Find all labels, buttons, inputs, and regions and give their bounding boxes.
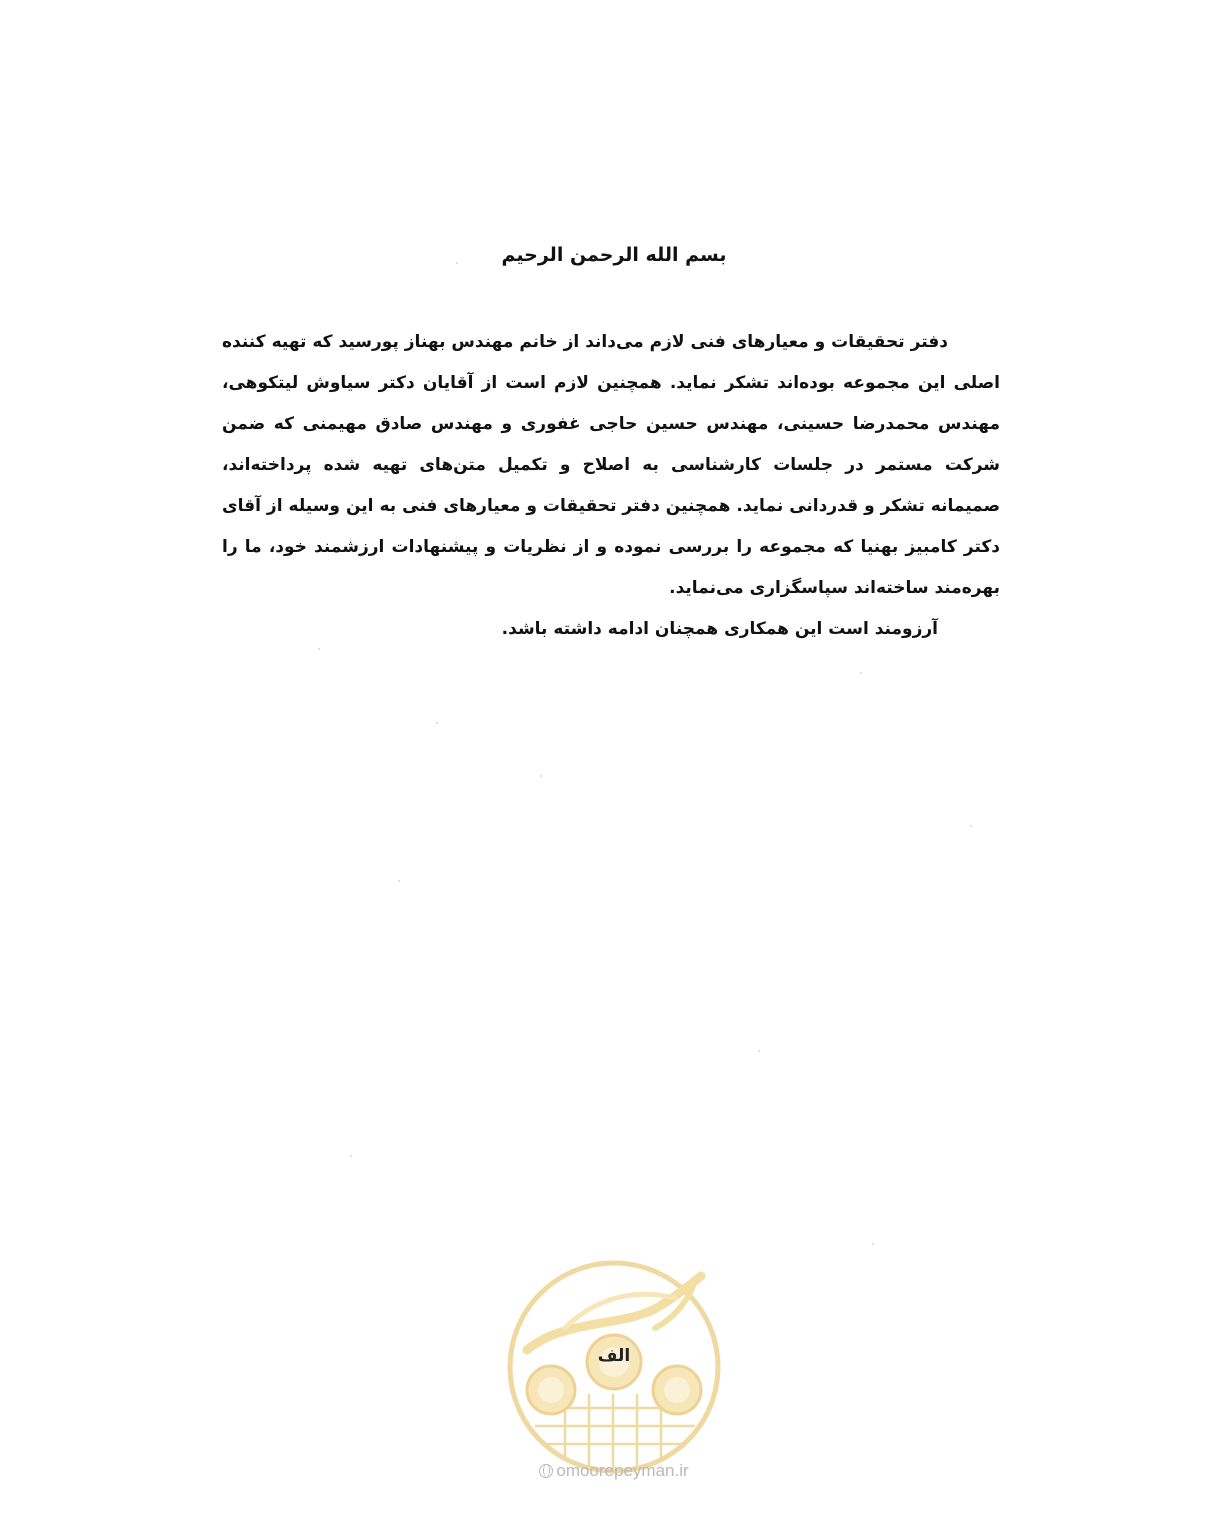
watermark-url-text: omoorepeyman.ir: [556, 1461, 689, 1480]
scan-speck: [872, 1243, 874, 1245]
scan-speck: [436, 722, 438, 724]
scan-speck: [860, 672, 862, 674]
scan-speck: [350, 1155, 352, 1157]
watermark-url: [0, 1461, 1228, 1481]
scan-speck: [398, 880, 400, 882]
acknowledgement-paragraph: دفتر تحقیقات و معیارهای فنی لازم می‌داند از خانم مهندس بهناز پورسید که تهیه کننده اصلی این مجموعه بوده‌اند تشکر نماید. همچنین لازم است از آقایان دکتر سیاوش لیتکوهی، مهندس محمدرضا حسینی، مهندس حسین حاجی غفوری و مهندس صادق مهیمنی که ضمن شرکت مستمر در جلسات کارشناسی به اصلاح و تکمیل متن‌های تهیه شده پرداخته‌اند، صمیمانه تشکر و قدردانی نماید. همچنین دفتر تحقیقات و معیارهای فنی به این وسیله از آقای دکتر کامبیز بهنیا که مجموعه را بررسی نموده و از نظریات و پیشنهادات ارزشمند خود، ما را بهره‌مند ساخته‌اند سپاسگزاری می‌نماید.: [222, 332, 1000, 598]
closing-paragraph: آرزومند است این همکاری همچنان ادامه داشته باشد.: [501, 619, 938, 639]
page-number: الف: [597, 1346, 631, 1366]
scan-speck: [318, 648, 320, 650]
scan-speck: [970, 825, 972, 827]
basmala-heading: بسم الله الرحمن الرحیم: [501, 244, 727, 266]
scan-speck: [456, 262, 458, 264]
acknowledgement-body: [222, 322, 1000, 650]
scan-speck: [540, 775, 542, 777]
scan-speck: [758, 1050, 760, 1052]
omoorepeyman-seal-logo: [505, 1258, 723, 1476]
globe-icon: [539, 1464, 553, 1478]
